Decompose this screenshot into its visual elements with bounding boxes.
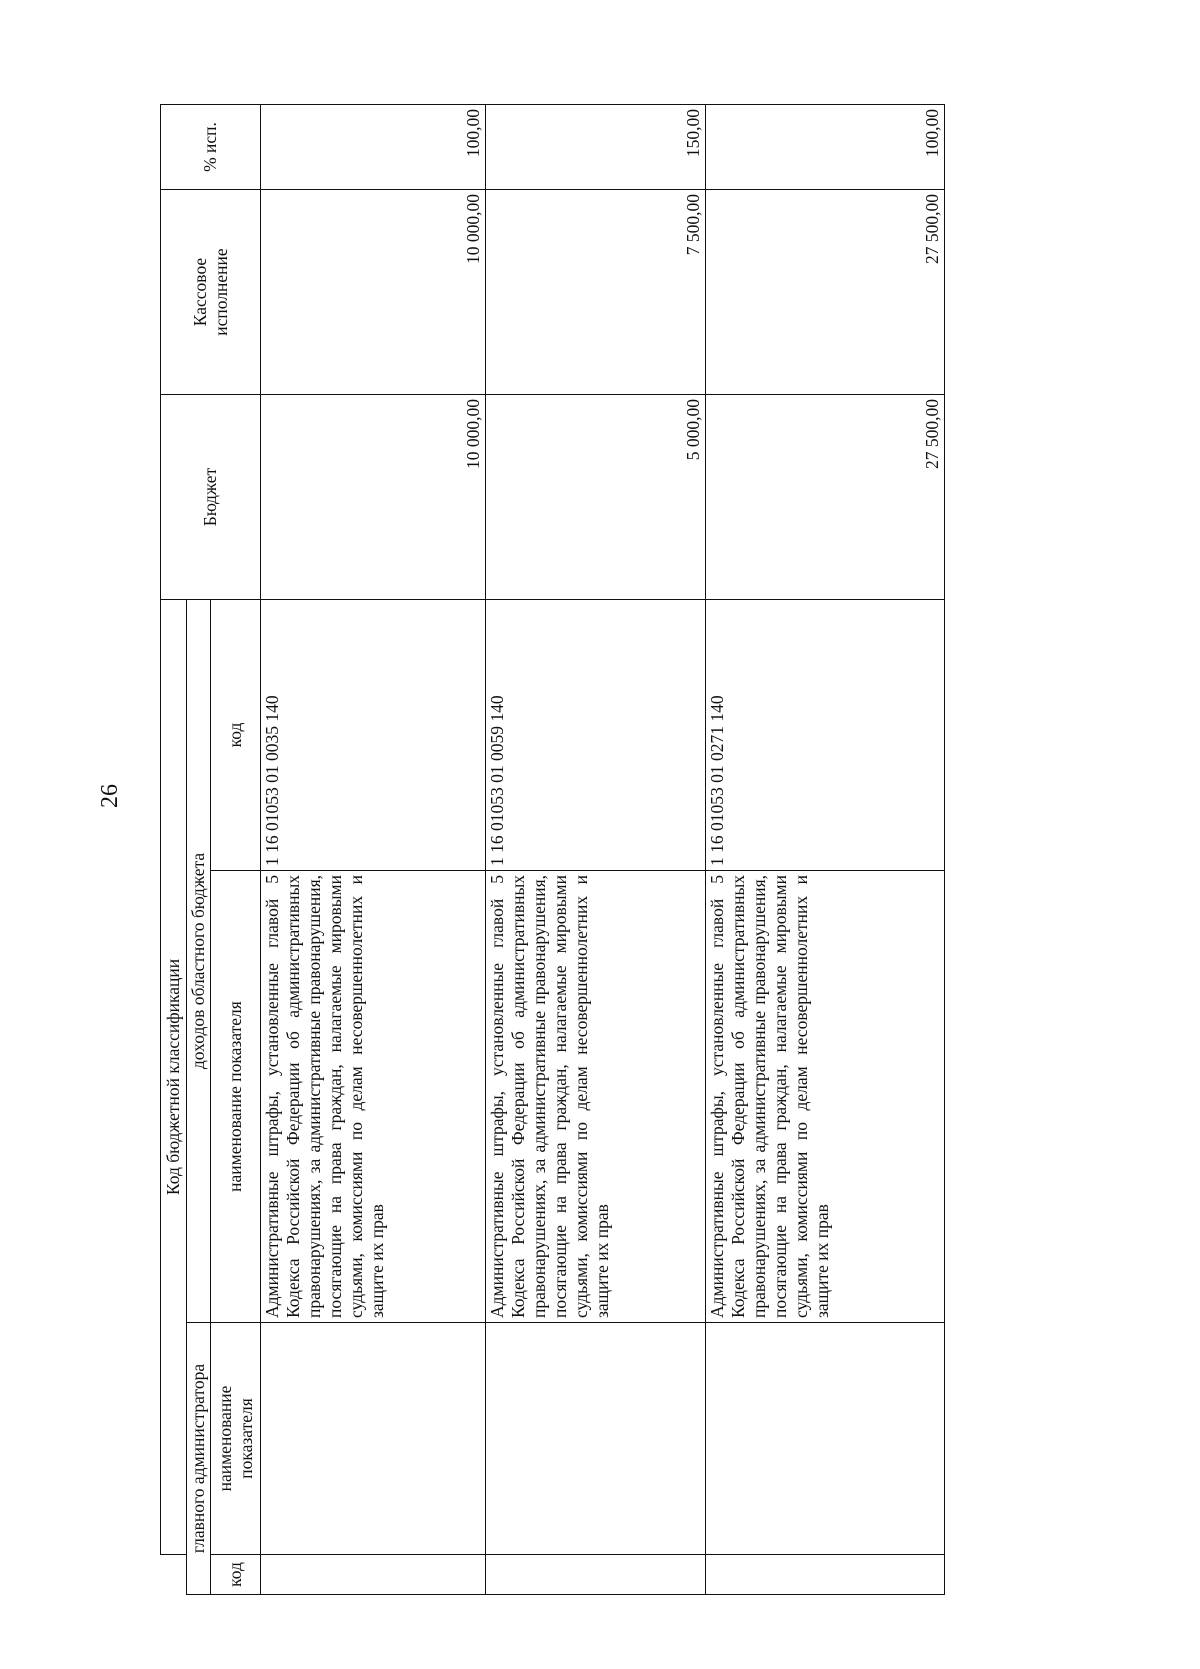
cell-code: 1 16 01053 01 0035 140 [261,600,486,871]
cell-execution: 7 500,00 [486,190,706,395]
header-admin-indicator-name [211,1323,261,1555]
cell-admin-name [706,1323,945,1555]
cell-admin-name [261,1323,486,1555]
cell-percent: 100,00 [706,105,945,190]
cell-admin-code [706,1555,945,1595]
header-admin-code: код [211,1555,261,1595]
page-number: 26 [97,784,123,808]
table-row [486,105,706,1595]
cell-code: 1 16 01053 01 0059 140 [486,600,706,871]
table-row [261,105,486,1595]
cell-code: 1 16 01053 01 0271 140 [706,600,945,871]
cell-admin-code [261,1555,486,1595]
cell-percent: 150,00 [486,105,706,190]
header-admin-indicator-line2: показателя [235,1398,256,1479]
header-chief-admin: главного администратора [187,1323,211,1595]
cell-execution: 10 000,00 [261,190,486,395]
cell-percent: 100,00 [261,105,486,190]
header-spacer [161,1555,187,1595]
cell-description: Административные штрафы, установленные главой 5 Кодекса Российской Федерации об административных правонарушениях, за административные правонарушения, посягающие на права граждан, налагаемые мировыми судьями, комиссиями по делам несовершеннолетних и защите их прав [486,871,706,1323]
rotated-table-container [160,105,940,1595]
header-admin-indicator-line1: наименование [214,1385,235,1492]
cell-budget: 5 000,00 [486,395,706,600]
header-indicator-name: наименование показателя [211,871,261,1323]
cell-budget: 27 500,00 [706,395,945,600]
budget-table [160,104,945,1595]
header-budget: Бюджет [161,395,261,600]
header-execution-line2: исполнение [210,248,231,336]
cell-admin-name [486,1323,706,1555]
cell-description: Административные штрафы, установленные главой 5 Кодекса Российской Федерации об административных правонарушениях, за административные правонарушения, посягающие на права граждан, налагаемые мировыми судьями, комиссиями по делам несовершеннолетних и защите их прав [706,871,945,1323]
cell-admin-code [486,1555,706,1595]
cell-budget: 10 000,00 [261,395,486,600]
header-execution-line1: Кассовое [189,257,210,327]
table-row [706,105,945,1595]
header-classification: Код бюджетной классификации [161,600,187,1555]
cell-description: Административные штрафы, установленные главой 5 Кодекса Российской Федерации об административных правонарушениях, за административные правонарушения, посягающие на права граждан, налагаемые мировыми судьями, комиссиями по делам несовершеннолетних и защите их прав [261,871,486,1323]
header-income-regional: доходов областного бюджета [187,600,211,1323]
header-percent: % исп. [161,105,261,190]
cell-execution: 27 500,00 [706,190,945,395]
header-income-code: код [211,600,261,871]
header-execution [161,190,261,395]
